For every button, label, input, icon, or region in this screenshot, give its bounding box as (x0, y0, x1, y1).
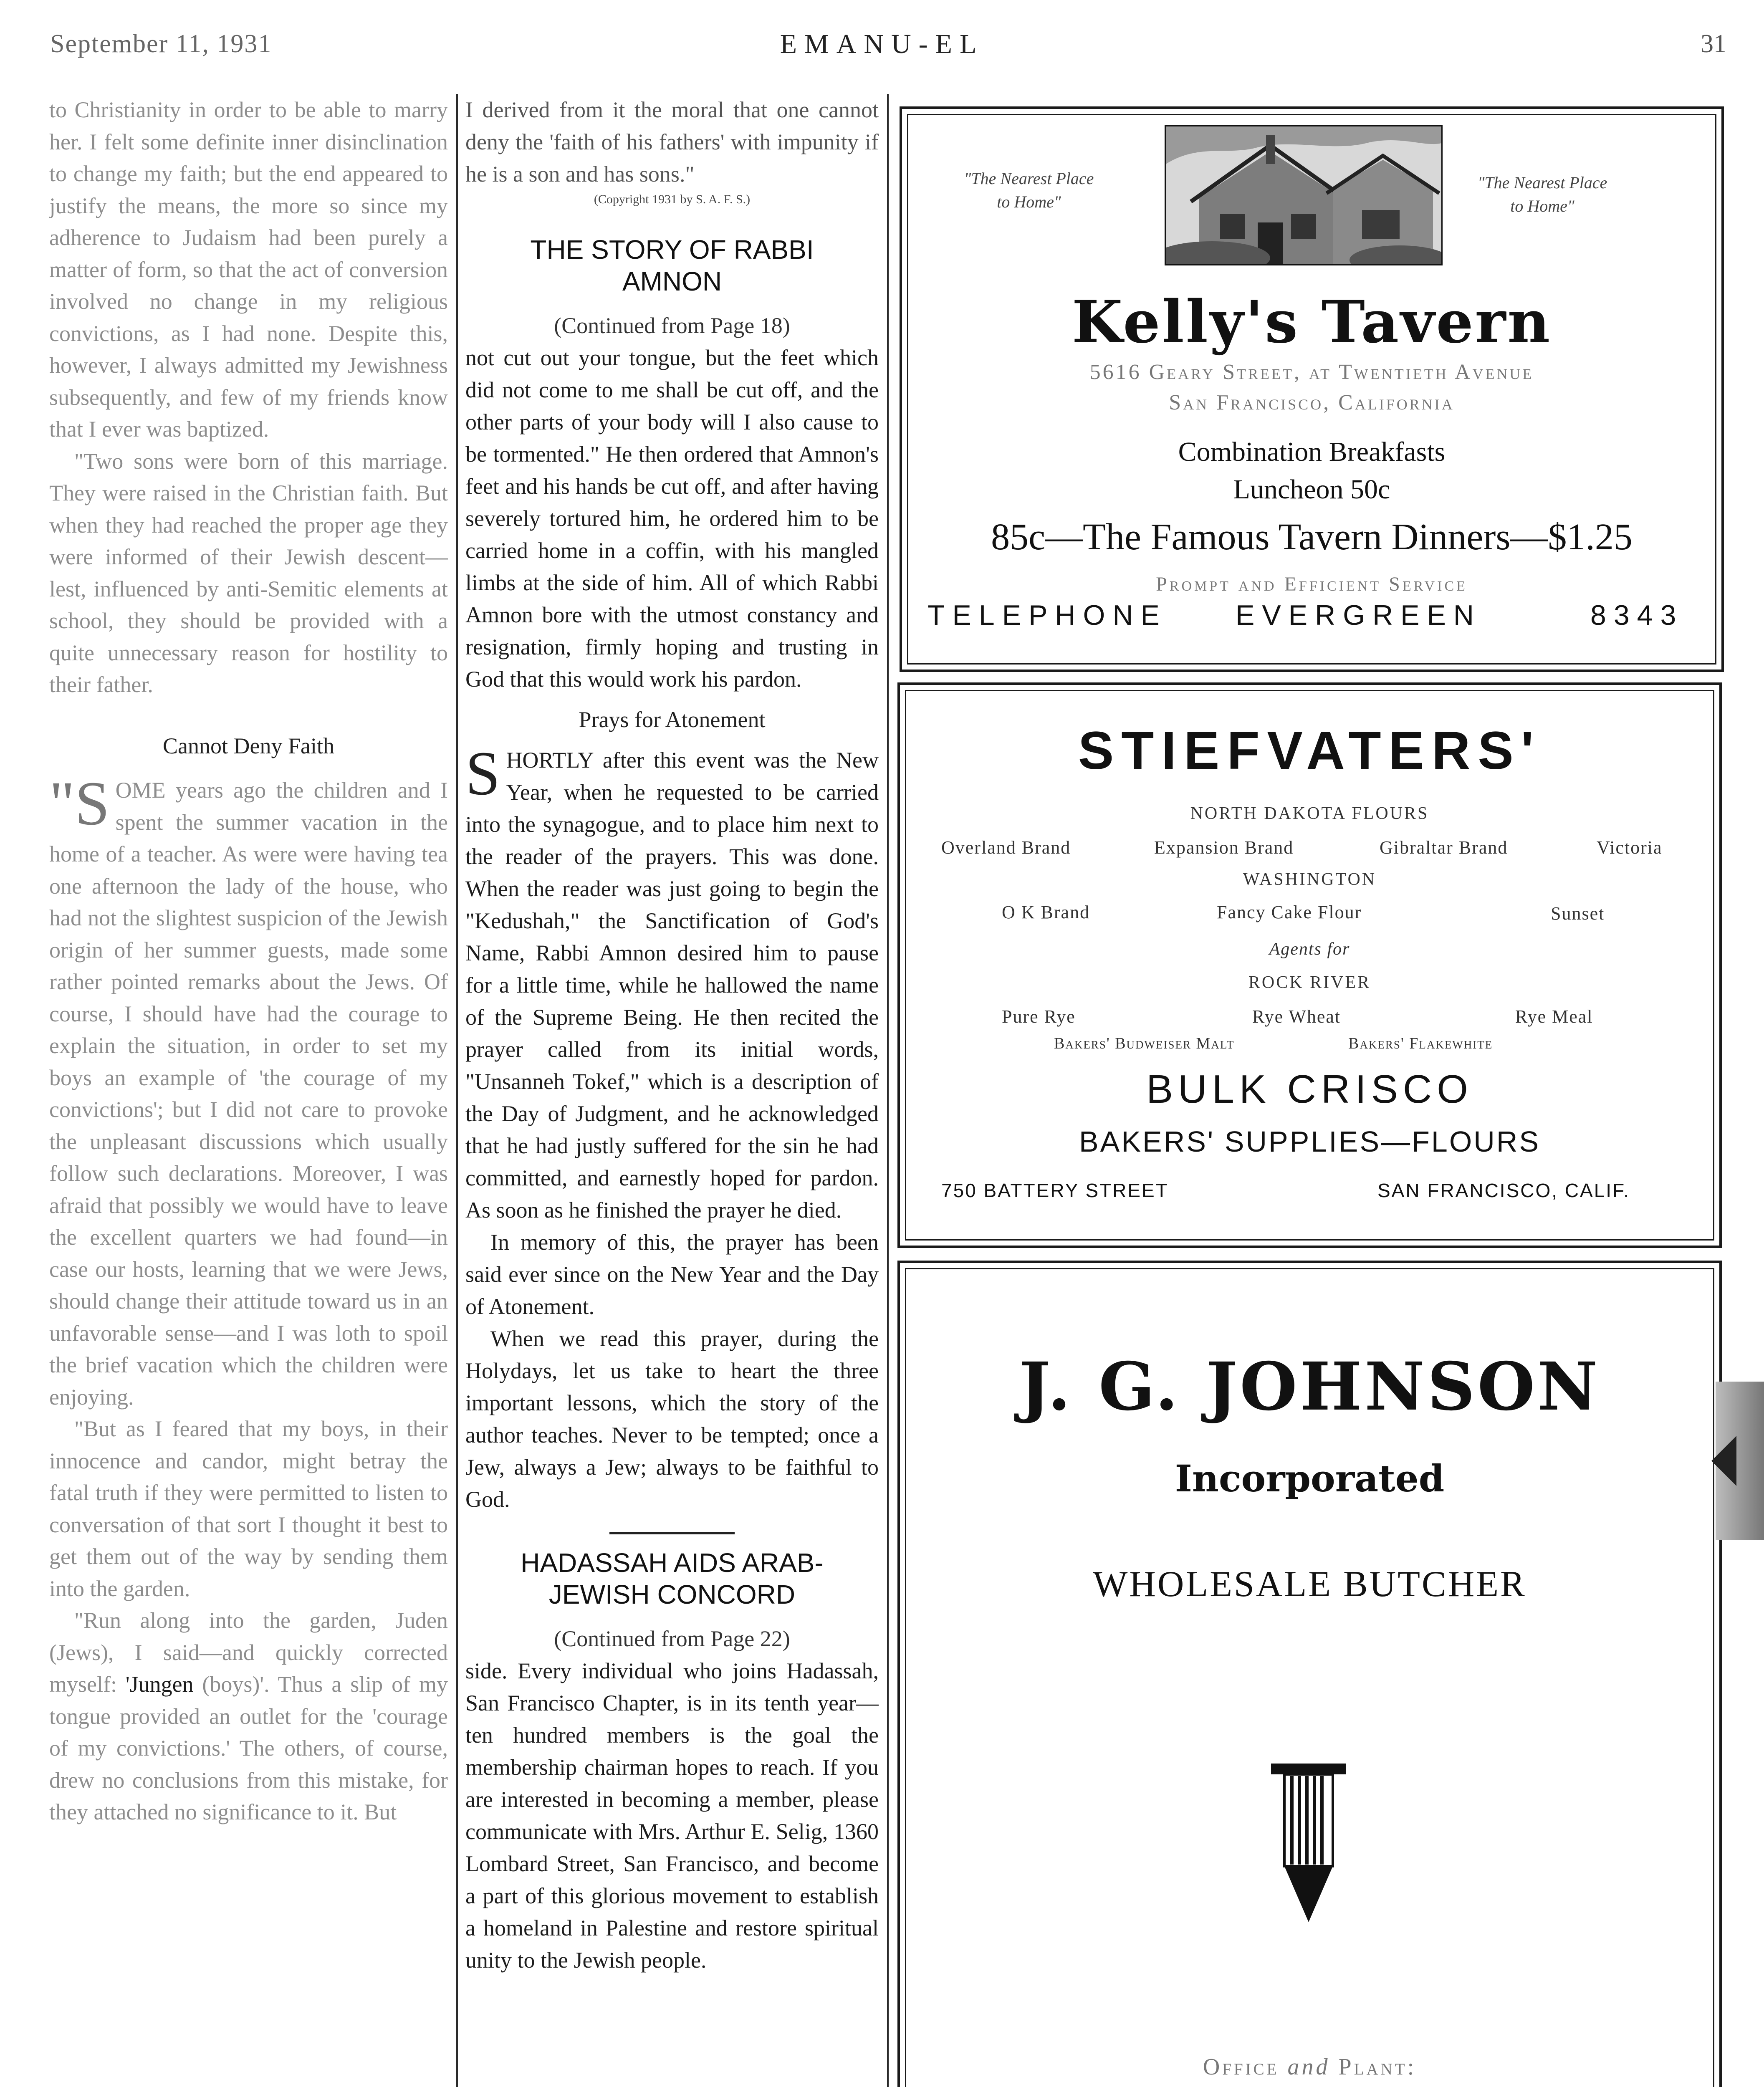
office-label-and: and (1287, 2054, 1330, 2080)
article-paragraph: I derived from it the moral that one cannot deny the 'faith of his fathers' with impunity if he is a son and has sons." (465, 97, 879, 187)
article-paragraph-text: (boys)'. Thus a slip of my tongue provided an outlet for the 'courage of my convictions.' The others, of course, drew no conclusions from this mistake, for they attached no significance to it. But (49, 1672, 448, 1824)
publication-title: EMANU-EL (780, 29, 984, 59)
johnson-incorporated: Incorporated (1175, 1457, 1445, 1500)
bulk-crisco: BULK CRISCO (1146, 1067, 1473, 1112)
article-paragraph: to Christianity in order to be able to marry her. I felt some definite inner disinclination to change my faith; but the end appeared to justify the means, the more so since my adherence to Judaism had been purely a matter of form, so that the act of conversion involved no change in my religious convictions, as I had none. Despite this, however, I always admitted my Jewishness subsequently, and few of my friends know that I ever was baptized. (49, 97, 448, 442)
article-paragraph: not cut out your tongue, but the feet which did not come to me shall be cut off, and the other parts of your body will I also cause to be tormented." He then ordered that Amnon's feet and his hands be cut off, and after having severely tortured him, he ordered him to be carried home in a coffin, with his mangled limbs at the side of him. All of which Rabbi Amnon bore with the utmost constancy and resignation, firmly hoping and trusting in God that this would work his pardon. (465, 345, 879, 692)
service-line: Prompt and Efficient Service (1156, 573, 1468, 595)
drop-cap: S (465, 739, 500, 808)
tavern-name: Kelly's Tavern (1072, 288, 1552, 356)
section-subhead: Prays for Atonement (579, 707, 766, 732)
article-paragraph: When we read this prayer, during the Holydays, let us take to heart the three important lessons, which the story of the author teaches. Never to be tempted; once a Jew, always a Jew; always to be faithful to God. (465, 1326, 879, 1512)
article-paragraph-text: OME years ago the children and I spent the summer vacation in the home of a teacher. As were were having tea one afternoon the lady of the house, who had not the slightest suspicion of the Jewish origin of her summer guests, made some rather pointed remarks about the Jews. Of course, I should have had the courage to explain the situation, in order to set my boys an example of 'the courage of my convictions'; but I did not care to provoke the unpleasant discussions which usually follow such declarations. Moreover, I was afraid that possibly we would have to leave the excellent quarters we had found—in case our hosts, learning that we were Jews, should change their attitude toward us in an unfavorable sense—and I was loth to spoil the brief vacation which the children were enjoying. (49, 778, 448, 1410)
washington-heading: WASHINGTON (1243, 870, 1377, 889)
hadassah-heading: HADASSAH AIDS ARAB-JEWISH CONCORD (521, 1548, 824, 1609)
brand-victoria: Victoria (1597, 837, 1663, 858)
bakers-supplies: BAKERS' SUPPLIES—FLOURS (1079, 1125, 1541, 1158)
tavern-building-icon (1166, 126, 1441, 264)
telephone-label: TELEPHONE (927, 599, 1167, 631)
tavern-building-illustration (1165, 125, 1443, 265)
issue-date: September 11, 1931 (50, 30, 272, 58)
continued-note: (Continued from Page 22) (554, 1626, 790, 1651)
brand-fancy-cake: Fancy Cake Flour (1217, 902, 1362, 922)
article-paragraph: In memory of this, the prayer has been said ever since on the New Year and the Day of Atonement. (465, 1230, 879, 1319)
column-rule-left (456, 94, 458, 2087)
article-paragraph-text: HORTLY after this event was the New Year, when he requested to be carried into the synagogue, and to place him next to the reader of the prayers. This was done. When the reader was just going to begin the "Kedushah," the Sanctification of God's Name, Rabbi Amnon desired him to pause for a little time, while he hallowed the name of the Supreme Being. He then recited the prayer called from its initial words, "Unsanneh Tokef," which is a description of the Day of Judgment, and he acknowledged that he had justly suffered for the sin he had committed, and earnestly hoped for pardon. As soon as he finished the prayer he died. (465, 748, 879, 1223)
brand-ok: O K Brand (1002, 902, 1090, 922)
page-edge-arrow-icon (1711, 1436, 1736, 1486)
dinner-prices: 85c—The Famous Tavern Dinners—$1.25 (991, 516, 1633, 558)
article-paragraph: "Two sons were born of this marriage. They were raised in the Christian faith. But when they had reached the proper age they were informed of their Jewish descent—lest, influenced by anti-Semitic elements at school, they should be provided with a quite unnecessary reason for hostility to their father. (49, 448, 448, 697)
north-dakota-heading: NORTH DAKOTA FLOURS (1190, 804, 1429, 823)
office-label: Office (1203, 2054, 1279, 2080)
column-rule-right (887, 94, 889, 2087)
article-paragraph-emphasis: 'Jungen (125, 1672, 194, 1697)
johnson-business: WHOLESALE BUTCHER (1093, 1564, 1526, 1604)
article-paragraph (49, 1604, 448, 1828)
brand-rye-wheat: Rye Wheat (1252, 1006, 1341, 1027)
section-divider (609, 1532, 735, 1534)
article-paragraph-dropcap (49, 769, 448, 1413)
masthead (0, 0, 1764, 71)
brand-sunset: Sunset (1551, 903, 1605, 924)
knife-icon (1271, 1764, 1346, 1922)
street-address: 750 BATTERY STREET (941, 1180, 1169, 1201)
stiefvaters-name: STIEFVATERS' (1078, 721, 1542, 781)
article-column-2 (465, 94, 879, 2087)
article-paragraph: side. Every individual who joins Hadassah, San Francisco Chapter, is in its tenth year—ten hundred members is the goal the membership chairman hopes to reach. If you are interested in becoming a member, please communicate with Mrs. Arthur E. Selig, 1360 Lombard Street, San Francisco, and become a part of this glorious movement to establish a homeland in Palestine and restore spiritual unity to the Jewish people. (465, 1658, 879, 1973)
article-paragraph-text: "Run along into the garden, Juden (Jews), I said—and quickly corrected myself: (49, 1608, 448, 1697)
article-paragraph-dropcap (465, 739, 879, 1226)
drop-cap: "S (49, 769, 110, 838)
office-and-plant-label (897, 2054, 1722, 2080)
tagline-right: "The Nearest Place to Home" (1477, 173, 1607, 215)
brand-flakewhite: Bakers' Flakewhite (1348, 1035, 1493, 1052)
telephone-exchange: EVERGREEN (1236, 599, 1481, 631)
section-subhead: Cannot Deny Faith (163, 733, 334, 758)
story-heading: THE STORY OF RABBI AMNON (530, 235, 814, 296)
tavern-address-line2: San Francisco, California (1169, 391, 1455, 414)
copyright-credit: (Copyright 1931 by S. A. F. S.) (594, 192, 751, 206)
brand-budweiser-malt: Bakers' Budweiser Malt (1054, 1035, 1235, 1052)
article-column-1 (49, 94, 448, 2087)
tagline-left: "The Nearest Place to Home" (964, 169, 1094, 211)
brand-expansion: Expansion Brand (1154, 837, 1294, 858)
page-number: 31 (1701, 30, 1726, 58)
brand-pure-rye: Pure Rye (1002, 1006, 1076, 1027)
agents-for: Agents for (1269, 940, 1350, 959)
plant-label: Plant: (1338, 2054, 1417, 2080)
telephone-number: 8343 (1590, 599, 1684, 631)
brand-overland: Overland Brand (941, 837, 1071, 858)
tavern-address-line1: 5616 Geary Street, at Twentieth Avenue (1089, 360, 1534, 384)
brand-rye-meal: Rye Meal (1515, 1006, 1593, 1027)
article-paragraph: "But as I feared that my boys, in their innocence and candor, might betray the fatal truth if they were permitted to listen to conversation of that sort I thought it best to get them out of the way by sending them into the garden. (49, 1416, 448, 1601)
rock-river-heading: ROCK RIVER (1248, 973, 1371, 992)
johnson-name: J. G. JOHNSON (1019, 1348, 1600, 1425)
offer-breakfast: Combination Breakfasts (1178, 437, 1446, 467)
offer-luncheon: Luncheon 50c (1233, 474, 1390, 505)
continued-note: (Continued from Page 18) (554, 313, 790, 338)
brand-gibraltar: Gibraltar Brand (1380, 837, 1508, 858)
city-address: SAN FRANCISCO, CALIF. (1377, 1180, 1630, 1201)
